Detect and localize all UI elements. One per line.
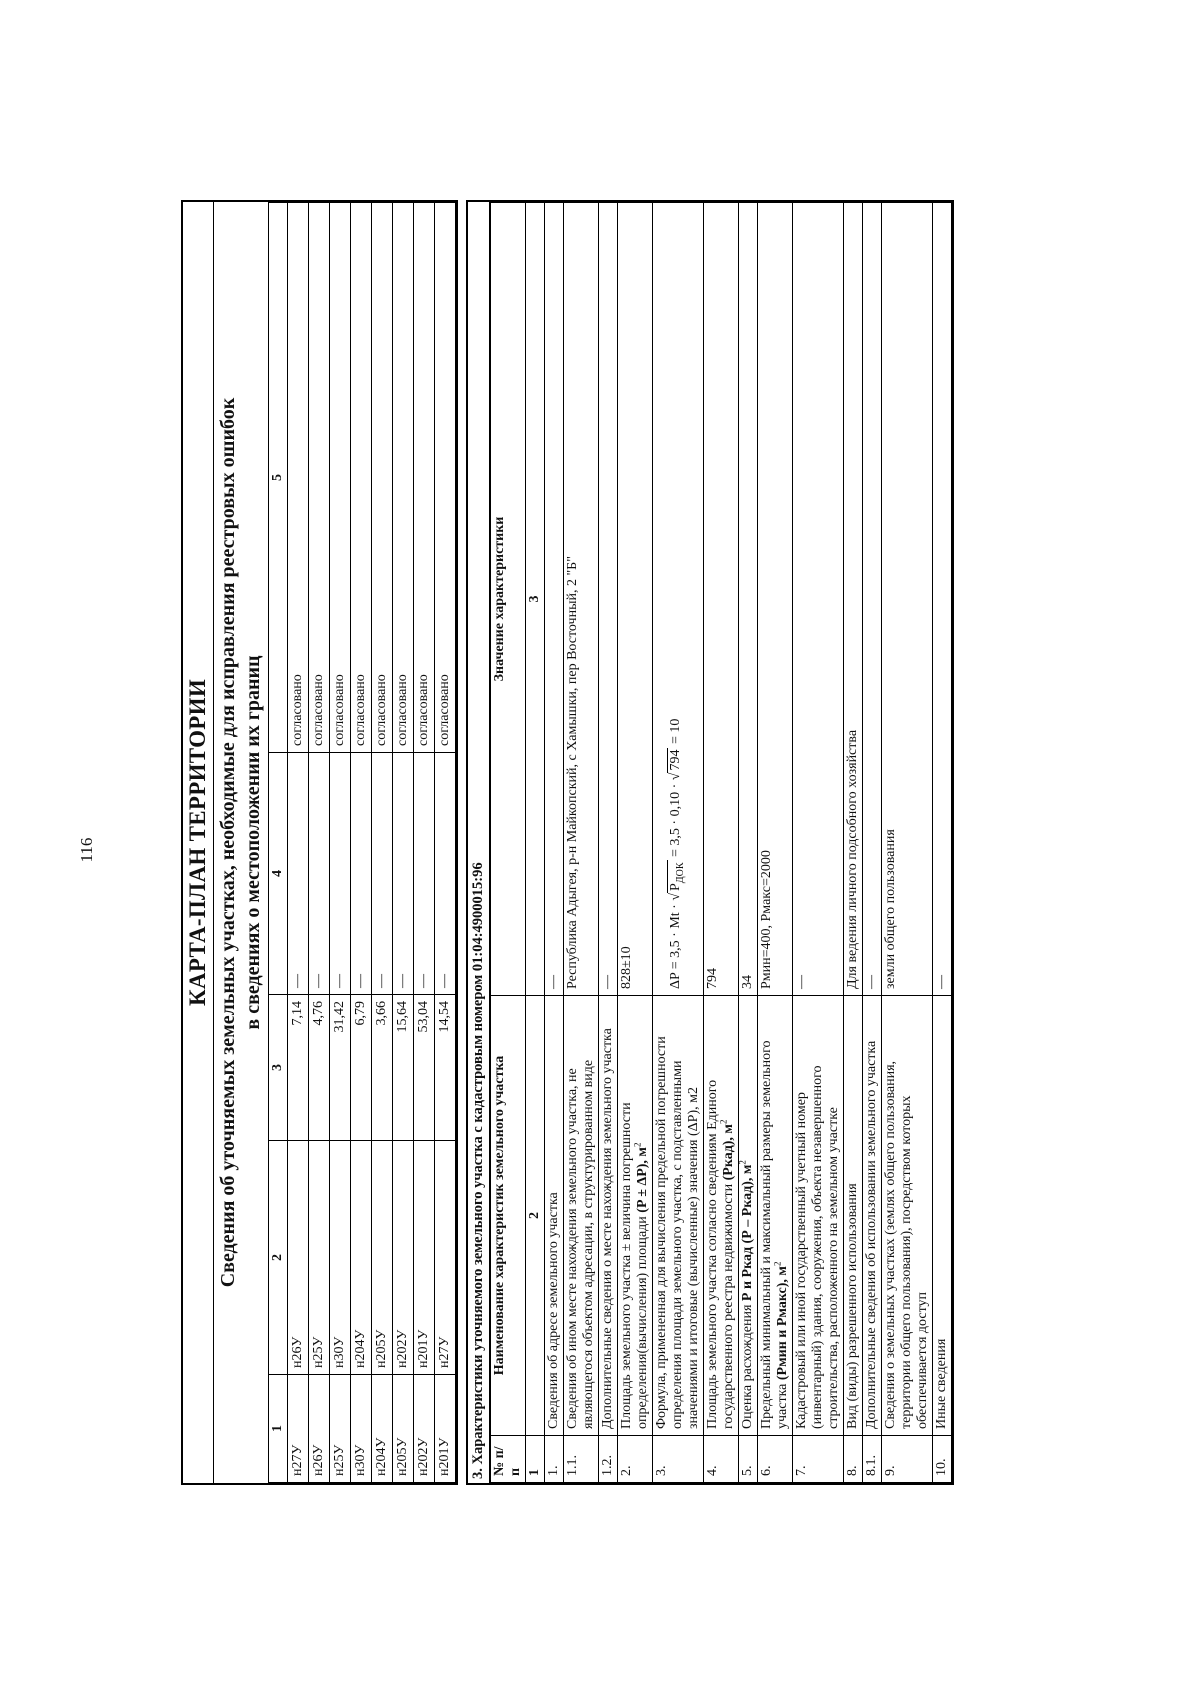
table1-cell: согласовано: [351, 203, 372, 753]
table1-cell: согласовано: [309, 203, 330, 753]
row-number: 4.: [704, 1436, 739, 1483]
row-number: 7.: [793, 1436, 844, 1483]
superscript: 2: [632, 1142, 643, 1148]
table1-header: 1: [269, 1375, 288, 1483]
table1-cell: —: [351, 753, 372, 995]
row-value: —: [933, 203, 952, 996]
row-name: Иные сведения: [933, 996, 952, 1436]
table1-cell: согласовано: [288, 203, 309, 753]
table1-header: 3: [269, 995, 288, 1141]
table1-cell: н25У: [330, 1375, 351, 1483]
table1-header-row: [269, 203, 288, 1483]
table1-cell: 14,54: [435, 995, 456, 1141]
table1-cell: 3,66: [372, 995, 393, 1141]
table1-cell: согласовано: [393, 203, 414, 753]
row-value: —: [793, 203, 844, 996]
formula-part: ΔP = 3,5 · Mt ·: [667, 900, 683, 989]
row-value-formula: $\Delta P = 3,5 \cdot Mt \cdot √P_{ДОК} = 3,5 \cdot 0,10 \cdot √794 = 10$: [653, 203, 704, 996]
row-value: 828±10: [618, 203, 653, 996]
table-row: [844, 203, 863, 1483]
table1-cell: н201У: [414, 1141, 435, 1375]
row-name: Сведения о земельных участках (землях общего пользования, территории общего пользования), посредством которых обеспечивается доступ: [882, 996, 933, 1436]
table1-cell: —: [393, 753, 414, 995]
row-value: земли общего пользования: [882, 203, 933, 996]
row-value: Для ведения личного подсобного хозяйства: [844, 203, 863, 996]
row-number: 1.1.: [564, 1436, 599, 1483]
table1-cell: 4,76: [309, 995, 330, 1141]
table1-cell: 6,79: [351, 995, 372, 1141]
table-row: [653, 203, 704, 1483]
characteristics-caption: 3. Характеристики уточняемого земельного участка с кадастровым номером 01:04:4900015:96: [468, 202, 490, 1483]
row-value: —: [545, 203, 564, 996]
row-value: 34: [739, 203, 758, 996]
formula-p: P: [667, 883, 683, 891]
superscript: 2: [772, 1261, 783, 1267]
row-value: Республика Адыгея, р-н Майкопский, с Хамышки, пер Восточный, 2 "Б": [564, 203, 599, 996]
table-row: [372, 203, 393, 1483]
superscript: 2: [737, 1160, 748, 1165]
table1-cell: 7,14: [288, 995, 309, 1141]
row-name: Кадастровый или иной государственный учетный номер (инвентарный) здания, сооружения, объекта незавершенного строительства, расположенного на земельном участке: [793, 996, 844, 1436]
row-number: 5.: [739, 1436, 758, 1483]
document-title: КАРТА-ПЛАН ТЕРРИТОРИИ: [183, 202, 214, 1483]
characteristics-section: [466, 200, 954, 1485]
table1-cell: 53,04: [414, 995, 435, 1141]
row-name: [618, 996, 653, 1436]
table1-cell: н201У: [435, 1375, 456, 1483]
table1-cell: н27У: [435, 1141, 456, 1375]
table2-colnum-row: [526, 203, 545, 1483]
table1-cell: н205У: [393, 1375, 414, 1483]
table-row: [758, 203, 793, 1483]
row-value: —: [599, 203, 618, 996]
row-name-bold: Р и Ркад (Р – Ркад), м: [740, 1164, 755, 1302]
table-row: [545, 203, 564, 1483]
row-number: 9.: [882, 1436, 933, 1483]
table2-header: Наименование характеристик земельного участка: [491, 996, 526, 1436]
table-row: [704, 203, 739, 1483]
row-name: [704, 996, 739, 1436]
table1-cell: —: [309, 753, 330, 995]
subtitle-line-1: Сведения об уточняемых земельных участках, необходимые для исправления реестровых ошибок: [217, 397, 239, 1288]
table1-header: 5: [269, 203, 288, 753]
row-number: 8.1.: [863, 1436, 882, 1483]
table1-cell: н204У: [372, 1375, 393, 1483]
row-name: Дополнительные сведения об использовании земельного участка: [863, 996, 882, 1436]
table1-cell: н204У: [351, 1141, 372, 1375]
subtitle-line-2: в сведениях о местоположении их границ: [242, 655, 264, 1030]
table1-cell: согласовано: [435, 203, 456, 753]
table-row: [309, 203, 330, 1483]
row-number: 1.: [545, 1436, 564, 1483]
table1-cell: —: [372, 753, 393, 995]
table1-cell: —: [330, 753, 351, 995]
table1-cell: 15,64: [393, 995, 414, 1141]
map-plan-frame: [181, 200, 458, 1485]
table1-header: 2: [269, 1141, 288, 1375]
row-name: [758, 996, 793, 1436]
row-name-text: Площадь земельного участка согласно сведениям Единого государственного реестра недвижимости: [705, 1079, 736, 1429]
table2-header-row: [491, 203, 526, 1483]
table1-cell: согласовано: [330, 203, 351, 753]
row-name-text: Оценка расхождения: [740, 1301, 755, 1429]
row-name-bold: (P ± ΔP), м: [635, 1147, 650, 1213]
formula-part: = 3,5 · 0,10 ·: [667, 780, 683, 861]
table-row: [288, 203, 309, 1483]
row-name-text: Предельный минимальный и максимальный размеры земельного участка: [759, 1040, 790, 1429]
characteristics-table: [490, 202, 952, 1483]
table1-header: 4: [269, 753, 288, 995]
table1-cell: —: [435, 753, 456, 995]
formula-radicand: [667, 860, 686, 893]
table1-cell: н205У: [372, 1141, 393, 1375]
table-row: [564, 203, 599, 1483]
row-name: Дополнительные сведения о месте нахождения земельного участка: [599, 996, 618, 1436]
table1-cell: согласовано: [372, 203, 393, 753]
table2-header: № п/п: [491, 1436, 526, 1483]
row-number: 10.: [933, 1436, 952, 1483]
row-name: Сведения об адресе земельного участка: [545, 996, 564, 1436]
superscript: 2: [718, 1119, 729, 1125]
table1-cell: —: [414, 753, 435, 995]
table2-colnum: 2: [526, 996, 545, 1436]
row-name-bold: (Ркад), м: [721, 1124, 736, 1181]
table-row: [393, 203, 414, 1483]
table-row: [863, 203, 882, 1483]
table1-cell: н26У: [288, 1141, 309, 1375]
row-name: [739, 996, 758, 1436]
table-row: [414, 203, 435, 1483]
table-row: [330, 203, 351, 1483]
boundary-parts-table: [268, 202, 456, 1483]
table2-header: Значение характеристики: [491, 203, 526, 996]
row-number: 8.: [844, 1436, 863, 1483]
table1-cell: н27У: [288, 1375, 309, 1483]
row-name: Формула, примененная для вычисления предельной погрешности определения площади земельного участка, с подставленными значениями и итоговые (вычисленные) значения (ΔP), м2: [653, 996, 704, 1436]
row-value: —: [863, 203, 882, 996]
table-row: [618, 203, 653, 1483]
formula-sub: ДОК: [674, 862, 686, 884]
row-number: 3.: [653, 1436, 704, 1483]
document-subtitle: [214, 202, 268, 1483]
table1-cell: н25У: [309, 1141, 330, 1375]
row-number: 2.: [618, 1436, 653, 1483]
table-row: [793, 203, 844, 1483]
table-row: [882, 203, 933, 1483]
table-row: [351, 203, 372, 1483]
row-name: Вид (виды) разрешенного использования: [844, 996, 863, 1436]
formula-radicand: 794: [667, 749, 683, 771]
table-row: [599, 203, 618, 1483]
table1-cell: н26У: [309, 1375, 330, 1483]
table1-cell: н202У: [414, 1375, 435, 1483]
table1-cell: —: [288, 753, 309, 995]
table-row: [435, 203, 456, 1483]
rotated-document: [181, 200, 1021, 1485]
table2-colnum: 1: [526, 1436, 545, 1483]
table2-colnum: 3: [526, 203, 545, 996]
row-number: 6.: [758, 1436, 793, 1483]
formula-result: = 10: [667, 718, 683, 748]
table1-cell: н202У: [393, 1141, 414, 1375]
row-name: Сведения об ином месте нахождения земельного участка, не являющегося объектом адресации, в структурированном виде: [564, 996, 599, 1436]
row-name-text: Площадь земельного участка ± величина погрешности определения(вычисления) площади: [619, 1102, 650, 1429]
row-number: 1.2.: [599, 1436, 618, 1483]
page-number: 116: [77, 837, 96, 863]
table-row: [739, 203, 758, 1483]
row-name-bold: (Рмин и Рмакс), м: [775, 1266, 790, 1381]
table1-cell: согласовано: [414, 203, 435, 753]
row-value: 794: [704, 203, 739, 996]
table-row: [933, 203, 952, 1483]
table1-cell: н30У: [330, 1141, 351, 1375]
table1-cell: н30У: [351, 1375, 372, 1483]
row-value: Рмин=400, Рмакс=2000: [758, 203, 793, 996]
table1-cell: 31,42: [330, 995, 351, 1141]
